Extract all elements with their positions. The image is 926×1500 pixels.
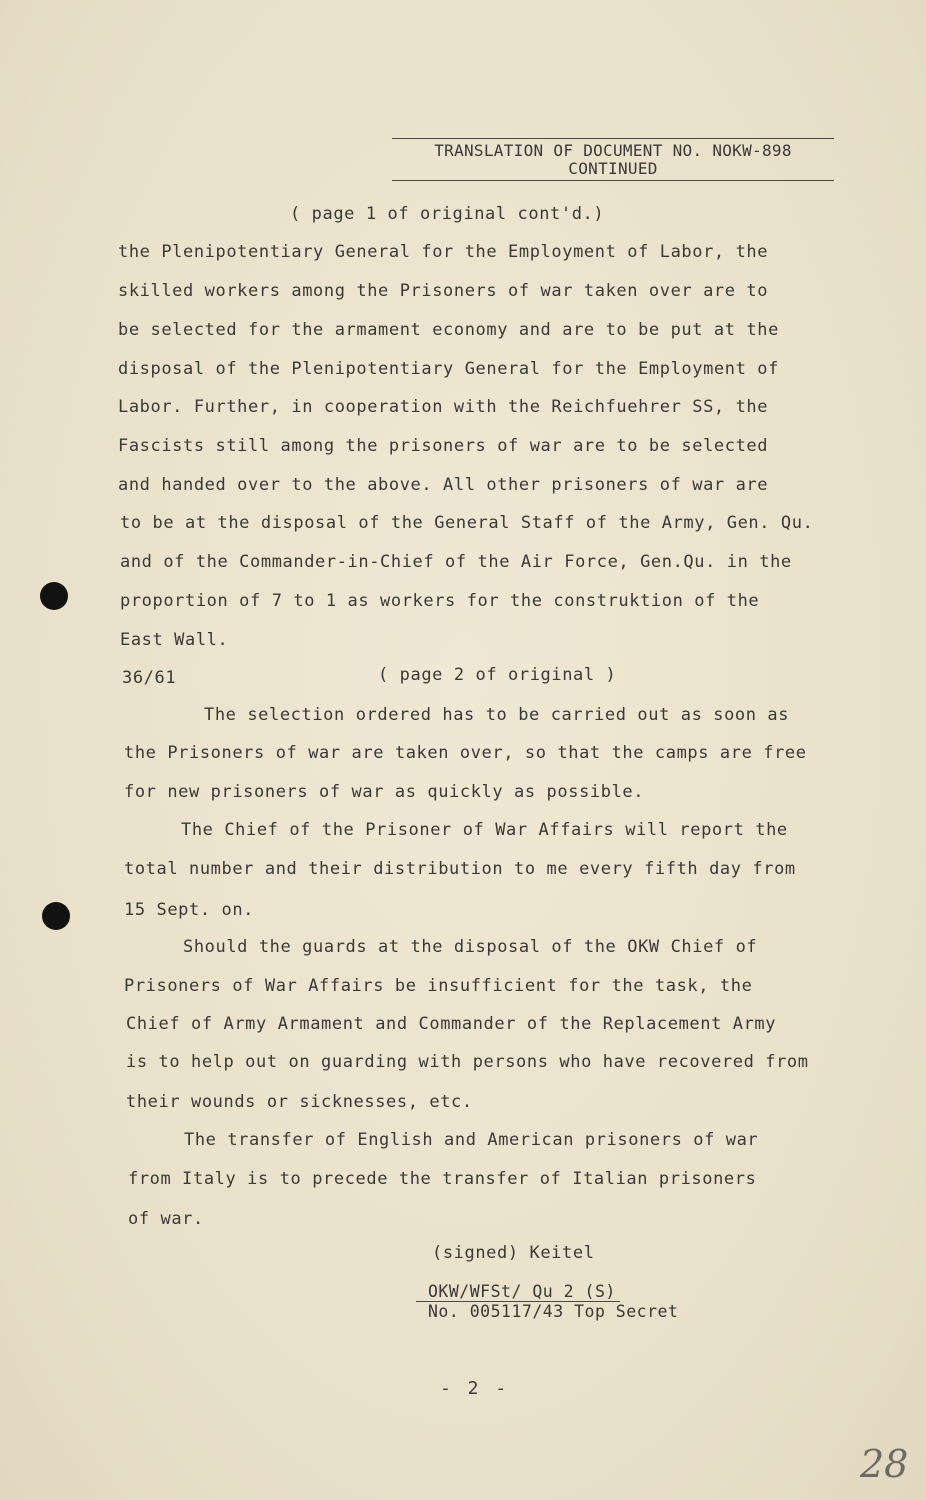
reference-number: No. 005117/43 Top Secret bbox=[428, 1302, 679, 1321]
text-line: be selected for the armament economy and are to be put at the bbox=[118, 320, 779, 340]
document-reference bbox=[416, 1282, 678, 1321]
text-line: the Plenipotentiary General for the Employment of Labor, the bbox=[118, 242, 769, 262]
text-line: Fascists still among the prisoners of war are to be selected bbox=[118, 436, 769, 456]
signature-line: (signed) Keitel bbox=[432, 1243, 595, 1263]
text-line: to be at the disposal of the General Staff of the Army, Gen. Qu. bbox=[120, 513, 814, 533]
text-line: Labor. Further, in cooperation with the Reichfuehrer SS, the bbox=[118, 397, 769, 417]
text-line: The transfer of English and American prisoners of war bbox=[184, 1130, 759, 1150]
document-header bbox=[392, 138, 834, 181]
text-line: total number and their distribution to me every fifth day from bbox=[124, 859, 796, 879]
document-page-code: 36/61 bbox=[122, 668, 177, 688]
punch-hole-icon bbox=[40, 582, 68, 610]
text-line: from Italy is to precede the transfer of Italian prisoners bbox=[128, 1169, 757, 1189]
text-line: The selection ordered has to be carried out as soon as bbox=[204, 705, 790, 725]
text-line: the Prisoners of war are taken over, so that the camps are free bbox=[124, 743, 807, 763]
text-line: for new prisoners of war as quickly as possible. bbox=[124, 782, 645, 802]
punch-hole-icon bbox=[42, 902, 70, 930]
folio-number: 28 bbox=[860, 1442, 909, 1486]
text-line: Chief of Army Armament and Commander of the Replacement Army bbox=[126, 1014, 777, 1034]
text-line: The Chief of the Prisoner of War Affairs will report the bbox=[181, 820, 788, 840]
text-line: disposal of the Plenipotentiary General for the Employment of bbox=[118, 359, 779, 379]
continued-label: CONTINUED bbox=[392, 160, 834, 181]
page-reference: ( page 1 of original cont'd.) bbox=[290, 204, 605, 224]
document-title: TRANSLATION OF DOCUMENT NO. NOKW-898 bbox=[434, 141, 792, 160]
reference-code: OKW/WFSt/ Qu 2 (S) bbox=[416, 1282, 620, 1302]
text-line: of war. bbox=[128, 1209, 204, 1229]
text-line: their wounds or sicknesses, etc. bbox=[126, 1092, 473, 1112]
text-line: proportion of 7 to 1 as workers for the construktion of the bbox=[120, 591, 760, 611]
page-number: - 2 - bbox=[440, 1378, 510, 1399]
page-reference: ( page 2 of original ) bbox=[378, 665, 617, 685]
text-line: 15 Sept. on. bbox=[124, 900, 255, 920]
text-line: Should the guards at the disposal of the OKW Chief of bbox=[183, 937, 758, 957]
text-line: and of the Commander-in-Chief of the Air Force, Gen.Qu. in the bbox=[120, 552, 792, 572]
text-line: skilled workers among the Prisoners of war taken over are to bbox=[118, 281, 769, 301]
text-line: East Wall. bbox=[120, 630, 229, 650]
text-line: is to help out on guarding with persons who have recovered from bbox=[126, 1052, 809, 1072]
text-line: and handed over to the above. All other prisoners of war are bbox=[118, 475, 769, 495]
text-line: Prisoners of War Affairs be insufficient for the task, the bbox=[124, 976, 753, 996]
